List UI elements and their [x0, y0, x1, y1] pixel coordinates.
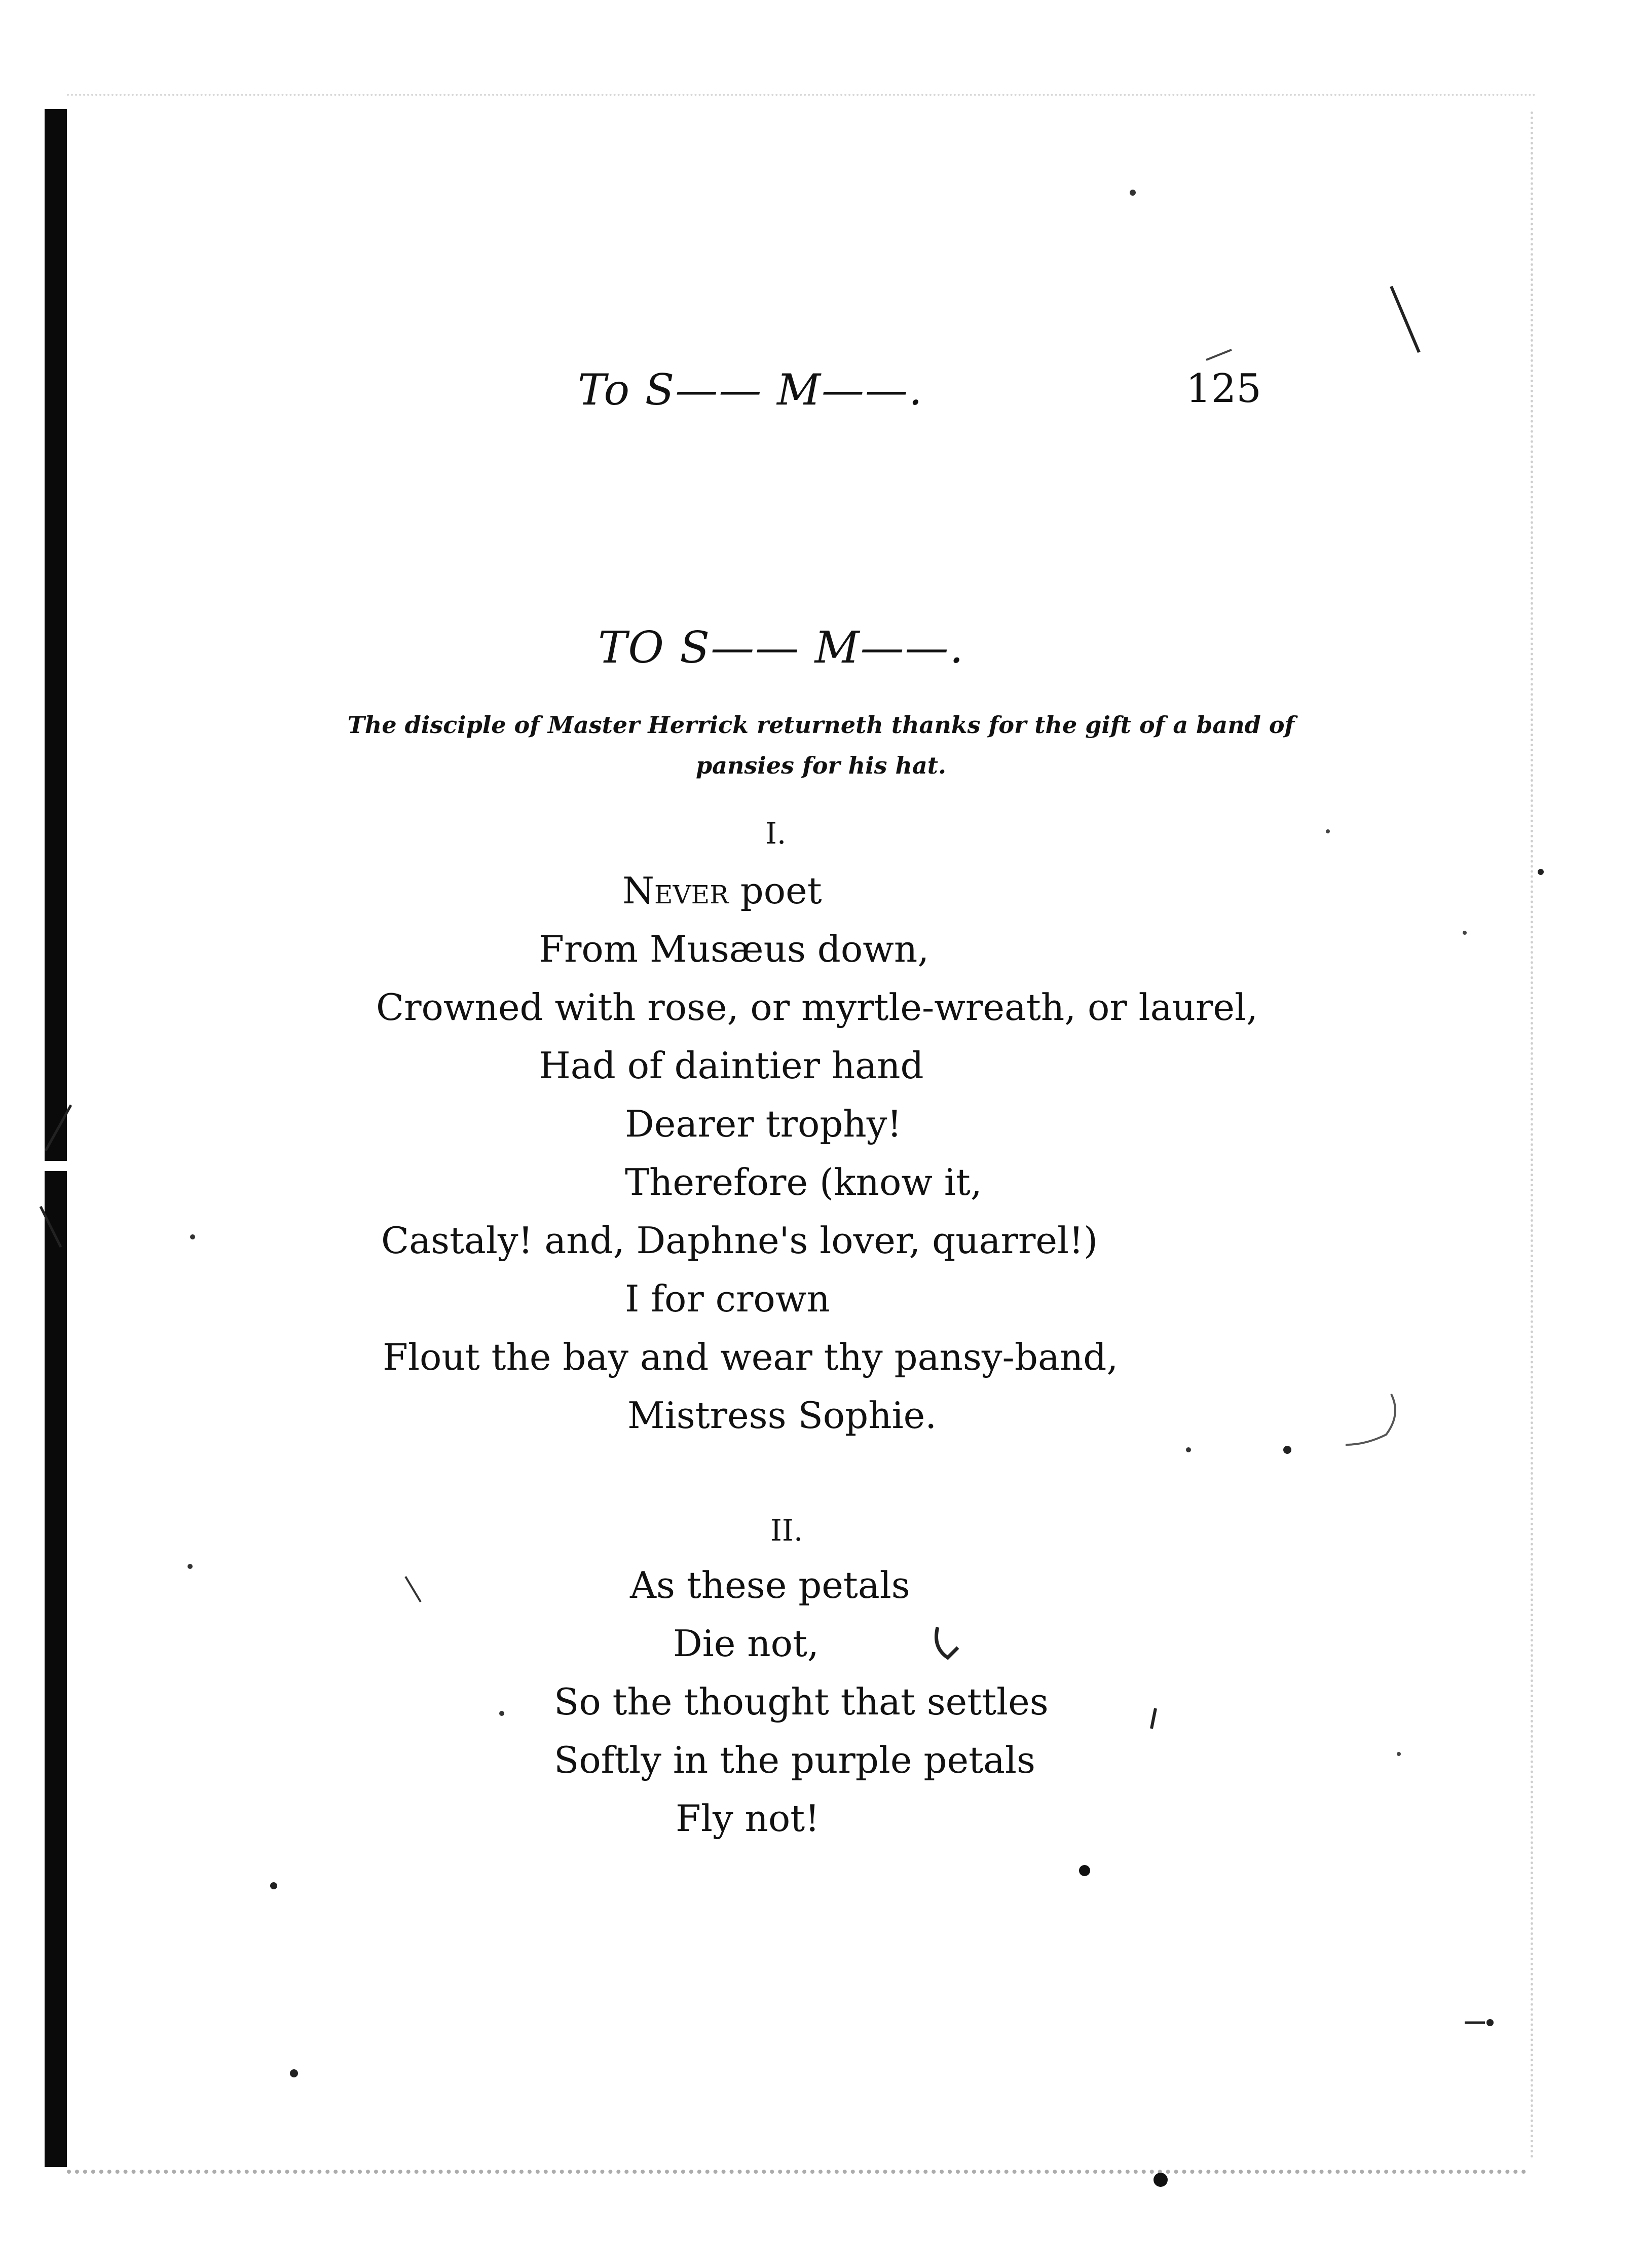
- page-number: 125: [1186, 366, 1261, 412]
- running-header-title: To S—— M——.: [578, 365, 923, 415]
- poem-line: Dearer trophy!: [625, 1103, 902, 1145]
- poem-line: Fly not!: [676, 1797, 820, 1840]
- poem-line: As these petals: [630, 1564, 910, 1606]
- poem-line: [622, 869, 822, 912]
- stanza-number: II.: [770, 1513, 803, 1548]
- poem-line: So the thought that settles: [554, 1680, 1049, 1723]
- poem-subtitle: The disciple of Master Herrick returneth thanks for the gift of a band of pansies for his hat.: [347, 711, 1295, 779]
- poem-line: Had of daintier hand: [539, 1044, 924, 1087]
- stanza-first-word: Never: [622, 869, 729, 912]
- poem-line: Flout the bay and wear thy pansy-band,: [383, 1336, 1119, 1378]
- poem-line: Castaly! and, Daphne's lover, quarrel!): [381, 1219, 1098, 1262]
- poem-line: From Musæus down,: [539, 928, 929, 970]
- poem-title: TO S—— M——.: [598, 623, 964, 673]
- poem-line: Therefore (know it,: [625, 1161, 982, 1203]
- stanza-number: I.: [765, 816, 787, 851]
- poem-line: I for crown: [625, 1277, 830, 1320]
- poem-line: Softly in the purple petals: [554, 1739, 1035, 1781]
- poem-line: Crowned with rose, or myrtle-wreath, or laurel,: [376, 986, 1258, 1029]
- poem-line: Mistress Sophie.: [627, 1394, 937, 1437]
- poem-line-text: poet: [728, 869, 822, 912]
- poem-line: Die not,: [673, 1622, 819, 1665]
